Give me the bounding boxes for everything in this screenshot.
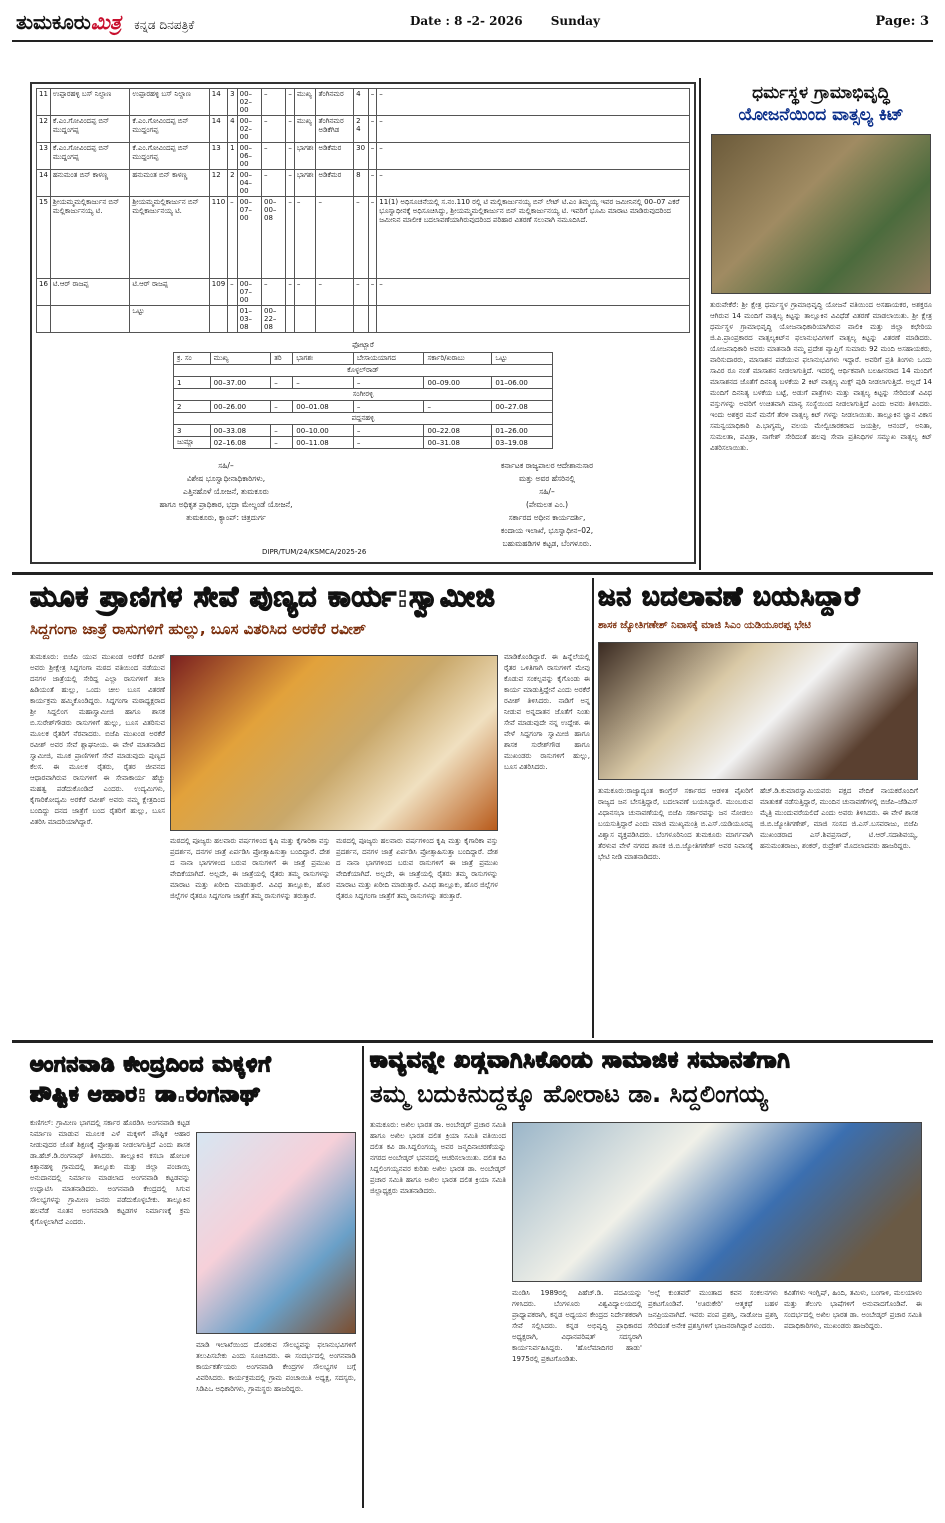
signature-line: ಬಹುಮಹಡಿಗಳ ಕಟ್ಟಡ, ಬೆಂಗಳೂರು.: [502, 539, 592, 548]
anganwadi-col1: ಕುಣಿಗಲ್: ಗ್ರಾಮೀಣ ಭಾಗದಲ್ಲಿ ಸರ್ಕಾರ ಹೊರಡಿಸಿ ಅಂಗನವಾಡಿ ಕಟ್ಟಡ ನಿರ್ಮಾಣ ಮಾಡುವ ಮೂಲಕ ಎಳೆ ಮಕ್ಕಳಿಗೆ ಪೌಷ್ಟಿಕ ಆಹಾರ ನೀಡುವುದರ ಜೊತೆ ಶಿಕ್ಷಣಕ್ಕೆ ಪ್ರೋತ್ಸಾಹ ನೀಡಲಾಗುತ್ತಿದೆ ಎಂದು ಶಾಸಕ ಡಾ.ಹೆಚ್.ಡಿ.ರಂಗನಾಥ್ ತಿಳಿಸಿದರು. ತಾಲ್ಲೂಕಿನ ಕಸಬಾ ಹೋಬಳಿ ಕಿತ್ತಾನಹಳ್ಳಿ ಗ್ರಾಮದಲ್ಲಿ ತಾಲ್ಲೂಕು ಮತ್ತು ಜಿಲ್ಲಾ ಪಂಚಾಯ್ತಿ ಅನುದಾನದಲ್ಲಿ ನಿರ್ಮಾಣ ಮಾಡಲಾದ ಅಂಗನವಾಡಿ ಕಟ್ಟಡವನ್ನು ಉದ್ಘಾಟಿಸಿ ಮಾತನಾಡಿದರು. ಅಂಗನವಾಡಿ ಕೇಂದ್ರದಲ್ಲಿ ಸಿಗುವ ಸೌಲಭ್ಯಗಳನ್ನು ಗ್ರಾಮೀಣ ಜನರು ಪಡೆದುಕೊಳ್ಳಬೇಕು. ತಾಲ್ಲೂಕಿನ ಹಲವೆಡೆ ನೂತನ ಅಂಗನವಾಡಿ ಕಟ್ಟಡಗಳ ನಿರ್ಮಾಣಕ್ಕೆ ಕ್ರಮ ಕೈಗೊಳ್ಳಲಾಗಿದೆ ಎಂದರು.: [30, 1119, 190, 1226]
table-cell: –: [368, 143, 377, 170]
table-cell: ಶ್ರೀಯಮ್ಮಮಲ್ಲಿಕಾರ್ಜುನ ಬಿನ್ ಮಲ್ಲಿಕಾರ್ಜುನಯ್ಯ ಟಿ.: [50, 197, 129, 279]
table-cell: ತರಿ: [271, 353, 293, 365]
page-number: Page: 3: [875, 14, 929, 29]
table-cell: 00–06–00: [237, 143, 261, 170]
table-cell: –: [368, 116, 377, 143]
table-row: [37, 279, 690, 306]
signature-line: ಸರ್ಕಾರದ ಅಧೀನ ಕಾರ್ಯದರ್ಶಿ,: [508, 513, 586, 522]
table-cell: [354, 306, 369, 333]
signature-left: [106, 459, 346, 524]
table-cell: –: [353, 401, 424, 413]
table-cell: ಕೆ.ಎಂ.ಗೋವಿಂದಪ್ಪ ಬಿನ್ ಮುದ್ದಂಗಪ್ಪ: [50, 116, 129, 143]
table-cell: –: [316, 279, 354, 306]
table-cell: [286, 306, 295, 333]
signature-line: ಮತ್ತು ಅವರ ಹೆಸರಿನಲ್ಲಿ: [519, 474, 575, 483]
table-cell: 00–09.00: [424, 377, 492, 389]
signature-line: ಕಂದಾಯ ಇಲಾಖೆ, ಭೂಸ್ವಾಧೀನ–02,: [500, 526, 594, 535]
table-row: [37, 143, 690, 170]
table-cell: –: [286, 170, 295, 197]
table-cell: –: [286, 89, 295, 116]
table-cell: –: [271, 437, 293, 449]
story-left-col2: ಮಠದಲ್ಲಿ ಪೂಜ್ಯರು ಹಲವಾರು ವರ್ಷಗಳಿಂದ ಕೃಷಿ ಮತ್ತು ಕೈಗಾರಿಕಾ ವಸ್ತು ಪ್ರದರ್ಶನ, ದನಗಳ ಜಾತ್ರೆ ಏರ್ಪಡಿಸಿ ಪ್ರೋತ್ಸಾಹಿಸುತ್ತಾ ಬಂದಿದ್ದಾರೆ. ದೇಶ ದ ನಾನಾ ಭಾಗಗಳಿಂದ ಬರುವ ರಾಸುಗಳಿಗೆ ಈ ಜಾತ್ರೆ ಪ್ರಮುಖ ವೇದಿಕೆಯಾಗಿದೆ. ಅಲ್ಲದೇ, ಈ ಜಾತ್ರೆಯಲ್ಲಿ ರೈತರು ತಮ್ಮ ರಾಸುಗಳನ್ನು ಮಾರಾಟ ಮತ್ತು ಖರೀದಿ ಮಾಡುತ್ತಾರೆ. ವಿವಿಧ ತಾಲ್ಲೂಕು, ಹೊರ ಜಿಲ್ಲೆಗಳ ರೈತರೂ ಸಿದ್ದಗಂಗಾ ಜಾತ್ರೆಗೆ ತಮ್ಮ ರಾಸುಗಳನ್ನು ತರುತ್ತಾರೆ.: [170, 837, 330, 900]
table-cell: –: [354, 279, 369, 306]
table-cell: ಶ್ರೀಯಮ್ಮಮಲ್ಲಿಕಾರ್ಜುನ ಬಿನ್ ಮಲ್ಲಿಕಾರ್ಜುನಯ್ಯ ಟಿ.: [130, 197, 209, 279]
table-cell: –: [377, 143, 690, 170]
column-divider: [362, 1046, 364, 1508]
table-cell: ಒಟ್ಟು: [130, 306, 209, 333]
table-cell: ಮುಖ್ಯ: [294, 89, 316, 116]
table-cell: 00–27.08: [492, 401, 553, 413]
logo-accent: ಮಿತ್ರ: [90, 10, 122, 34]
table-cell: –: [316, 197, 354, 279]
table-cell: 14: [37, 170, 51, 197]
table-cell: ಟಿ.ಆರ್ ರಾಜಪ್ಪ: [50, 279, 129, 306]
table-cell: 00–37.00: [210, 377, 271, 389]
table-cell: 2 4: [354, 116, 369, 143]
table-cell: 00–22–08: [262, 306, 286, 333]
story-right-col1: ತುಮಕೂರು:ರಾಜ್ಯಾದ್ಯಂತ ಕಾಂಗ್ರೆಸ್ ಸರ್ಕಾರದ ಆಡಳಿತ ವೈಖರಿಗೆ ರಾಜ್ಯದ ಜನ ಬೇಸತ್ತಿದ್ದಾರೆ, ಬದಲಾವಣೆ ಬಯಸಿದ್ದಾರೆ. ಮುಂಬರುವ ವಿಧಾನಸಭಾ ಚುನಾವಣೆಯಲ್ಲಿ ಬಿಜೆಪಿ ಸರ್ಕಾರವನ್ನು ಜನ ನೋಡಲು ಬಯಸುತ್ತಿದ್ದಾರೆ ಎಂದು ಮಾಜಿ ಮುಖ್ಯಮಂತ್ರಿ ಬಿ.ಎಸ್.ಯಡಿಯೂರಪ್ಪ ವಿಶ್ವಾಸ ವ್ಯಕ್ತಪಡಿಸಿದರು. ಬೆಂಗಳೂರಿನಿಂದ ತುಮಕೂರು ಮಾರ್ಗವಾಗಿ ತೆರಳುವ ವೇಳೆ ನಗರದ ಶಾಸಕ ಜಿ.ಬಿ.ಜ್ಯೋತಿಗಣೇಶ್ ಅವರ ನಿವಾಸಕ್ಕೆ ಭೇಟಿ ನೀಡಿ ಮಾತನಾಡಿದರು.: [598, 787, 753, 861]
table-cell: ಕೆ.ಎಂ.ಗೋವಿಂದಪ್ಪ ಬಿನ್ ಮುದ್ದಂಗಪ್ಪ: [130, 116, 209, 143]
table-cell: 15: [37, 197, 51, 279]
table-cell: –: [271, 401, 293, 413]
story-right-col2: ಹೆಚ್.ಡಿ.ಕುಮಾರಸ್ವಾಮಿಯವರು ಪಕ್ಷದ ವೇದಿಕೆ ನಾಯಕರೊಂದಿಗೆ ಮಾತುಕತೆ ನಡೆಸುತ್ತಿದ್ದಾರೆ, ಮುಂದಿನ ಚುನಾವಣೆಗಳಲ್ಲಿ ಬಿಜೆಪಿ–ಜೆಡಿಎಸ್ ಮೈತ್ರಿ ಮುಂದುವರೆಯಲಿದೆ ಎಂದು ಅವರು ತಿಳಿಸಿದರು. ಈ ವೇಳೆ ಶಾಸಕ ಜಿ.ಬಿ.ಜ್ಯೋತಿಗಣೇಶ್, ಮಾಜಿ ಸಂಸದ ಜಿ.ಎಸ್.ಬಸವರಾಜು, ಬಿಜೆಪಿ ಮುಖಂಡರಾದ ಎಸ್.ಶಿವಪ್ರಸಾದ್, ಟಿ.ಆರ್.ಸದಾಶಿವಯ್ಯ, ಹನುಮಂತರಾಜು, ಶಂಕರ್, ರುದ್ರೇಶ್ ಮೊದಲಾದವರು ಹಾಜರಿದ್ದರು.: [760, 787, 918, 850]
table-cell: 00–22.08: [424, 425, 492, 437]
table-cell: 00–07–00: [237, 279, 261, 306]
table-cell: 00–04–00: [237, 170, 261, 197]
table-total-row: [37, 306, 690, 333]
summary-header-row: [174, 353, 553, 365]
table-cell: –: [353, 377, 424, 389]
section-divider: [12, 572, 933, 575]
table-cell: –: [286, 143, 295, 170]
table-cell: –: [262, 116, 286, 143]
signature-line: ವಿಶೇಷ ಭೂಸ್ವಾಧೀನಾಧಿಕಾರಿಗಳು,: [186, 474, 266, 483]
table-cell: 2: [228, 170, 237, 197]
table-cell: [368, 306, 377, 333]
table-cell: ಅಡಿಕೆಮರ: [316, 143, 354, 170]
signature-right: [422, 459, 672, 550]
table-cell: ಉಪ್ಪಾರಹಳ್ಳಿ ಬಸ್ ನಿಲ್ದಾಣ: [130, 89, 209, 116]
table-row: [37, 89, 690, 116]
table-cell: –: [262, 279, 286, 306]
table-row: [37, 170, 690, 197]
side-headline: [706, 82, 936, 126]
table-cell: 00–11.08: [293, 437, 354, 449]
column-divider: [592, 578, 594, 1038]
story-right-headline: ಜನ ಬದಲಾವಣೆ ಬಯಸಿದ್ದಾರೆ: [598, 582, 861, 612]
table-cell: ಸರ್ಕಾರಿ/ಖರಾಬು: [424, 353, 492, 365]
summary-section-title: ಪದ್ದನಹಳ್ಳಿ: [174, 413, 553, 425]
signature-line: (ಪೇಮಲತ ಎಂ.): [526, 500, 568, 509]
issue-date: [410, 14, 600, 28]
siddalingaiah-col3: 'ಅಲ್ಲೆ ಕುಂತವರೆ' ಮುಂತಾದ ಕವನ ಸಂಕಲನಗಳು ಪ್ರಕಟಗೊಂಡಿವೆ. 'ಊರುಕೇರಿ' ಆತ್ಮಕಥೆ ಬಹಳ ಜನಪ್ರಿಯವಾಗಿದೆ. ಇವರು ಪಂಪ ಪ್ರಶಸ್ತಿ, ನಾಡೋಜ ಪ್ರಶಸ್ತಿ ಸೇರಿದಂತೆ ಅನೇಕ ಪ್ರಶಸ್ತಿಗಳಿಗೆ ಭಾಜನರಾಗಿದ್ದಾರೆ ಎಂದರು.: [648, 1289, 778, 1330]
siddalingaiah-photo: [512, 1122, 922, 1282]
dipr-code: DIPR/TUM/24/KSMCA/2025-26: [262, 548, 367, 556]
anganwadi-photo: [196, 1132, 356, 1334]
story-left-col1: ತುಮಕೂರು: ಬಿಜೆಪಿ ಯುವ ಮುಖಂಡ ಅರಕೆರೆ ರವೀಶ್ ಅವರು ಶ್ರೀಕ್ಷೇತ್ರ ಸಿದ್ದಗಂಗಾ ಮಠದ ವತಿಯಿಂದ ನಡೆಯುವ ದನಗಳ ಜಾತ್ರೆಯಲ್ಲಿ ಸೇರಿದ್ದ ಎಲ್ಲಾ ರಾಸುಗಳಿಗೆ ತಲಾ ಹಿಡಿಯಂತೆ ಹುಲ್ಲು, ಒಂದು ಚೀಲ ಬೂಸ ವಿತರಣೆ ಕಾರ್ಯಕ್ರಮ ಹಮ್ಮಿಕೊಂಡಿದ್ದರು. ಸಿದ್ದಗಂಗಾ ಮಠಾಧ್ಯಕ್ಷರಾದ ಶ್ರೀ ಸಿದ್ದಲಿಂಗ ಮಹಾಸ್ವಾಮೀಜಿ ಹಾಗೂ ಶಾಸಕ ಬಿ.ಸುರೇಶ್‌ಗೌಡರು ರಾಸುಗಳಿಗೆ ಹುಲ್ಲು, ಬೂಸ ವಿತರಿಸುವ ಮೂಲಕ ರೈತರಿಗೆ ನೆರವಾದರು. ಬಿಜೆಪಿ ಮುಖಂಡ ಅರಕೆರೆ ರವೀಶ್ ಅವರ ಸೇವೆ ಶ್ಲಾಘನೀಯ. ಈ ವೇಳೆ ಮಾತನಾಡಿದ ಸ್ವಾಮೀಜಿ, ಮೂಕ ಪ್ರಾಣಿಗಳಿಗೆ ಸೇವೆ ಮಾಡುವುದು ಪುಣ್ಯದ ಕೆಲಸ. ಈ ಮೂಲಕ ರೈತರು, ರೈತರ ಜೀವನದ ಆಧಾರವಾಗಿರುವ ರಾಸುಗಳಿಗೆ ಈ ಸೇವಾಕಾರ್ಯ ಹೆಚ್ಚು ಮಹತ್ವ ಪಡೆದುಕೊಂಡಿದೆ ಎಂದರು. ಉದ್ಯಮಿಗಳು, ಕೈಗಾರಿಕೋದ್ಯಮಿ ಅರಕೆರೆ ರವೀಶ್ ಅವರು ನಮ್ಮ ಕ್ಷೇತ್ರದಿಂದ ಬಂದಿದ್ದು ದನದ ಜಾತ್ರೆಗೆ ಬಂದ ರೈತರಿಗೆ ಹುಲ್ಲು, ಬೂಸ ವಿತರಿಸಿ ಮಾದರಿಯಾಗಿದ್ದಾರೆ.: [30, 653, 165, 826]
table-cell: –: [262, 89, 286, 116]
table-cell: –: [294, 279, 316, 306]
table-cell: –: [286, 279, 295, 306]
table-cell: ಉಪ್ಪಾರಹಳ್ಳಿ ಬಸ್ ನಿಲ್ದಾಣ: [50, 89, 129, 116]
table-cell: –: [377, 89, 690, 116]
table-cell: 4: [228, 116, 237, 143]
summary-row: [174, 425, 553, 437]
table-cell: –: [377, 279, 690, 306]
table-cell: –: [293, 377, 354, 389]
story-left-col2b: ಮಠದಲ್ಲಿ ಪೂಜ್ಯರು ಹಲವಾರು ವರ್ಷಗಳಿಂದ ಕೃಷಿ ಮತ್ತು ಕೈಗಾರಿಕಾ ವಸ್ತು ಪ್ರದರ್ಶನ, ದನಗಳ ಜಾತ್ರೆ ಏರ್ಪಡಿಸಿ ಪ್ರೋತ್ಸಾಹಿಸುತ್ತಾ ಬಂದಿದ್ದಾರೆ. ದೇಶ ದ ನಾನಾ ಭಾಗಗಳಿಂದ ಬರುವ ರಾಸುಗಳಿಗೆ ಈ ಜಾತ್ರೆ ಪ್ರಮುಖ ವೇದಿಕೆಯಾಗಿದೆ. ಅಲ್ಲದೇ, ಈ ಜಾತ್ರೆಯಲ್ಲಿ ರೈತರು ತಮ್ಮ ರಾಸುಗಳನ್ನು ಮಾರಾಟ ಮತ್ತು ಖರೀದಿ ಮಾಡುತ್ತಾರೆ. ವಿವಿಧ ತಾಲ್ಲೂಕು, ಹೊರ ಜಿಲ್ಲೆಗಳ ರೈತರೂ ಸಿದ್ದಗಂಗಾ ಜಾತ್ರೆಗೆ ತಮ್ಮ ರಾಸುಗಳನ್ನು ತರುತ್ತಾರೆ.: [336, 837, 498, 900]
table-cell: ಭಾಗಶಃ: [294, 143, 316, 170]
table-cell: 11(1) ಅಧಿಸೂಚನೆಯಲ್ಲಿ ಸ.ನಂ.110 ರಲ್ಲಿ ಟಿ ಮಲ್ಲಿಕಾರ್ಜುನಯ್ಯ ಬಿನ್ ಲೇಟ್ ಟಿ.ಎಂ ತಿಮ್ಮಯ್ಯ ಇವರ ಜಮೀನಿನಲ್ಲಿ 00–07 ಎಕರೆ ಭೂಸ್ವಾಧೀನಕ್ಕೆ ಅಧಿಸೂಚಿಸಿದ್ದು, ಶ್ರೀಯಮ್ಮಮಲ್ಲಿಕಾರ್ಜುನ ಬಿನ್ ಮಲ್ಲಿಕಾರ್ಜುನಯ್ಯ ಟಿ. ಇವರಿಗೆ ಭೂಮಿ ಮಾರಾಟ ಮಾಡಿರುವುದರಿಂದ ಜಮೀನಿನ ಮಾಲೀಕ ಬದಲಾವಣೆಯಾಗಿರುವುದರಿಂದ ಪರಿಹಾರ ವಿತರಣೆ ಸಲುವಾಗಿ ನಮೂದಿಸಿದೆ.: [377, 197, 690, 279]
table-cell: 00–33.08: [210, 425, 271, 437]
table-cell: ತೆಂಗಿನಮರ ಅಡಿಕೆಗಿಡ: [316, 116, 354, 143]
table-cell: –: [377, 116, 690, 143]
table-cell: 00–07–00: [237, 197, 261, 279]
table-cell: –: [294, 197, 316, 279]
summary-section-row: [174, 365, 553, 377]
table-cell: 03–19.08: [492, 437, 553, 449]
table-cell: 00–31.08: [424, 437, 492, 449]
side-body: ತುರುವೇಕೆರೆ: ಶ್ರೀ ಕ್ಷೇತ್ರ ಧರ್ಮಸ್ಥಳ ಗ್ರಾಮಾಭಿವೃದ್ಧಿ ಯೋಜನೆ ವತಿಯಿಂದ ಅಸಹಾಯಕರ, ಅಶಕ್ತರೂ ಆಗಿರುವ 14 ಮಂದಿಗೆ ವಾತ್ಸಲ್ಯ ಕಿಟ್ಟನ್ನು ತಾಲ್ಲೂಕಿನ ವಿವಿಧೆಡೆ ವಿತರಣೆ ಮಾಡಲಾಯಿತು. ಶ್ರೀ ಕ್ಷೇತ್ರ ಧರ್ಮಸ್ಥಳ ಗ್ರಾಮಾಭಿವೃದ್ಧಿ ಯೋಜನಾಧಿಕಾರಿಯಾಗಿರುವ ವಾಲಿಕಿ ಮತ್ತು ಜಿಲ್ಲಾ ಕಛೇರಿಯ ಜಿ.ಪಿ.ಪ್ರಾಂಪ್ರಕಾರದ ವಾತ್ಸಲ್ಯಕಿಟ್‌ನ ಫಲಾನುಭವಿಗಳಿಗೆ ವಾತ್ಸಲ್ಯ ಕಿಟ್ಟನ್ನು ವಿತರಣೆ ಮಾಡಿದರು. ಯೋಜನಾಧಿಕಾರಿ ಅವರು ಮಾತನಾಡಿ ನಮ್ಮ ಪ್ರದೇಶ ವ್ಯಾಪ್ತಿಗೆ ಸುಮಾರು 92 ಮಂದಿ ಅಸಹಾಯಕರು, ವಾರಿಸುದಾರರು, ಮಾಸಾಶನ ಪಡೆಯುವ ಫಲಾನುಭವಿಗಳು ಇದ್ದಾರೆ. ಅವರಿಗೆ ಪ್ರತಿ ತಿಂಗಳು ಒಂದು ಸಾವಿರ ರೂ ನಂತೆ ಮಾಸಾಶನ ನೀಡಲಾಗುತ್ತಿದೆ. ಇದರಲ್ಲಿ ಆರ್ಥಿಕವಾಗಿ ಬಲಹೀನರಾದ 14 ಮಂದಿಗೆ ಮಾಸಾಶನದ ಜೊತೆಗೆ ದಿನನಿತ್ಯ ಬಳಕೆಯ 2 ಕಿಟ್ ವಾತ್ಸಲ್ಯ ಮಿಕ್ಸ್ ಪುಡಿ ನೀಡಲಾಗುತ್ತಿದೆ. ಅಲ್ಲದೆ 14 ಮಂದಿಗೆ ದಿನನಿತ್ಯ ಬಳಕೆಯ ಬಟ್ಟೆ, ಅಡುಗೆ ಪಾತ್ರೆಗಳು ಮತ್ತು ವಾತ್ಸಲ್ಯ ಕಿಟ್ಟನ್ನು ಸೇರಿದಂತೆ ವಿವಿಧ ವಸ್ತುಗಳನ್ನು ಅವರಿಗೆ ಉಚಿತವಾಗಿ ಮಾನ್ಯ ಸಂಸ್ಥೆಯಿಂದ ನೀಡಲಾಗುತ್ತಿದೆ ಎಂದು ಅವರು ತಿಳಿಸಿದರು. ಇಂದು ಅಶಕ್ತರ ಮನೆ ಮನೆಗೆ ತೆರಳಿ ವಾತ್ಸಲ್ಯ ಕಿಟ್ ಗಳನ್ನು ನೀಡಲಾಯಿತು. ತಾಲ್ಲೂಕಿನ ಜ್ಞಾನ ವಿಕಾಸ ಸಮನ್ವಯಾಧಿಕಾರಿ ಪಿ.ಭಾಗ್ಯಮ್ಮ, ವಲಯ ಮೇಲ್ವಿಚಾರಕರಾದ ಜಯಶ್ರೀ, ಆನಂದ್, ಅನಿತಾ, ಸುಮಲತಾ, ಪವಿತ್ರಾ, ನಾಗೇಶ್ ಸೇರಿದಂತೆ ಹಲವು ಸೇವಾ ಪ್ರತಿನಿಧಿಗಳ ಸಮ್ಮುಖ ವಾತ್ಸಲ್ಯ ಕಿಟ್ ವಿತರಿಸಲಾಯಿತು.: [710, 301, 932, 452]
table-row: [37, 116, 690, 143]
table-cell: ಕೆ.ಎಂ.ಗೋವಿಂದಪ್ಪ ಬಿನ್ ಮುದ್ದಂಗಪ್ಪ: [130, 143, 209, 170]
siddalingaiah-col1: ತುಮಕೂರು: ಅಖಿಲ ಭಾರತ ಡಾ. ಅಂಬೇಡ್ಕರ್ ಪ್ರಚಾರ ಸಮಿತಿ ಹಾಗೂ ಅಖಿಲ ಭಾರತ ದಲಿತ ಕ್ರಿಯಾ ಸಮಿತಿ ವತಿಯಿಂದ ದಲಿತ ಕವಿ ಡಾ.ಸಿದ್ದಲಿಂಗಯ್ಯ ಅವರ ಜನ್ಮದಿನಾಚರಣೆಯನ್ನು ನಗರದ ಅಂಬೇಡ್ಕರ್ ಭವನದಲ್ಲಿ ಆಚರಿಸಲಾಯಿತು. ದಲಿತ ಕವಿ ಸಿದ್ದಲಿಂಗಯ್ಯನವರ ಕುರಿತು ಅಖಿಲ ಭಾರತ ಡಾ. ಅಂಬೇಡ್ಕರ್ ಪ್ರಚಾರ ಸಮಿತಿ ಹಾಗೂ ಅಖಿಲ ಭಾರತ ದಲಿತ ಕ್ರಿಯಾ ಸಮಿತಿ ಜಿಲ್ಲಾಧ್ಯಕ್ಷರು ಮಾತನಾಡಿದರು.: [370, 1121, 506, 1195]
summary-section-row: [174, 389, 553, 401]
table-cell: –: [262, 170, 286, 197]
summary-row: [174, 377, 553, 389]
table-cell: ಹನುಮಂತ ಬಿನ್ ಕಾಳಣ್ಣ: [130, 170, 209, 197]
table-cell: ಹನುಮಂತ ಬಿನ್ ಕಾಳಣ್ಣ: [50, 170, 129, 197]
table-cell: ಮುಖ್ಯ: [294, 116, 316, 143]
table-cell: 01–26.00: [492, 425, 553, 437]
table-cell: [377, 306, 690, 333]
side-story: [706, 82, 936, 565]
story-right-photo: [598, 642, 918, 780]
table-cell: 01–03–08: [237, 306, 261, 333]
table-cell: –: [424, 401, 492, 413]
table-cell: –: [368, 170, 377, 197]
table-cell: 1: [228, 143, 237, 170]
table-cell: ಅಡಿಕೆಮರ: [316, 170, 354, 197]
table-cell: ತೆಂಗಿನಮರ: [316, 89, 354, 116]
table-cell: [228, 306, 237, 333]
notice-table: [36, 88, 690, 333]
table-cell: 30: [354, 143, 369, 170]
table-cell: –: [286, 116, 295, 143]
signature-line: ಸಹಿ/–: [539, 487, 555, 496]
logo-tagline: ಕನ್ನಡ ದಿನಪತ್ರಿಕೆ: [134, 18, 195, 32]
table-cell: 14: [209, 89, 227, 116]
table-cell: –: [271, 425, 293, 437]
signature-line: ಎತ್ತಿನಹೊಳೆ ಯೋಜನೆ, ತುಮಕೂರು: [183, 487, 269, 496]
table-cell: [294, 306, 316, 333]
table-cell: –: [353, 425, 424, 437]
story-left-photo: [170, 655, 498, 831]
siddalingaiah-headline-2: ತಮ್ಮ ಬದುಕಿನುದ್ದಕ್ಕೂ ಹೋರಾಟ ಡಾ. ಸಿದ್ದಲಿಂಗಯ್ಯ: [370, 1080, 768, 1108]
table-cell: ಕ್ರ. ಸಂ: [174, 353, 211, 365]
newspaper-logo: [16, 10, 194, 34]
table-cell: 00–01.08: [293, 401, 354, 413]
table-cell: ಜುಮ್ಲಾ: [174, 437, 211, 449]
anganwadi-headline-2: ಪೌಷ್ಟಿಕ ಆಹಾರ: ಡಾ.ರಂಗನಾಥ್: [30, 1082, 262, 1106]
masthead: [12, 8, 933, 42]
table-cell: [50, 306, 129, 333]
siddalingaiah-col4: ಕವಿತೆಗಳು ಇಂಗ್ಲಿಷ್, ಹಿಂದಿ, ತಮಿಳು, ಬಂಗಾಳಿ, ಮಲಯಾಳಂ ಮತ್ತು ತೆಲುಗು ಭಾಷೆಗಳಿಗೆ ಅನುವಾದಗೊಂಡಿವೆ. ಈ ಸಂದರ್ಭದಲ್ಲಿ ಅಖಿಲ ಭಾರತ ಡಾ. ಅಂಬೇಡ್ಕರ್ ಪ್ರಚಾರ ಸಮಿತಿ ಪದಾಧಿಕಾರಿಗಳು, ಮುಖಂಡರು ಹಾಜರಿದ್ದರು.: [784, 1289, 922, 1330]
table-cell: 4: [354, 89, 369, 116]
story-left-headline: ಮೂಕ ಪ್ರಾಣಿಗಳ ಸೇವೆ ಪುಣ್ಯದ ಕಾರ್ಯ:ಸ್ವಾಮೀಜಿ: [30, 580, 496, 613]
signature-line: ಕರ್ನಾಟಕ ರಾಜ್ಯಪಾಲರ ಆದೇಶಾನುಸಾರ: [500, 461, 594, 470]
table-cell: 00–26.00: [210, 401, 271, 413]
section-divider: [12, 1040, 933, 1043]
table-cell: ಭಾಗಶಃ: [294, 170, 316, 197]
table-cell: ಭಾಗಶಃ: [293, 353, 354, 365]
signature-line: ಸಹಿ/–: [218, 461, 234, 470]
signature-block: [36, 459, 690, 551]
table-cell: 00–10.00: [293, 425, 354, 437]
side-photo: [711, 134, 931, 294]
table-cell: ಟಿ.ಆರ್ ರಾಜಪ್ಪ: [130, 279, 209, 306]
table-cell: 12: [209, 170, 227, 197]
table-cell: 13: [37, 143, 51, 170]
table-cell: –: [368, 89, 377, 116]
table-cell: 13: [209, 143, 227, 170]
table-cell: 3: [174, 425, 211, 437]
summary-section-title: ಕೊಳ್ಳಲ್‌ರಾಡ್: [174, 365, 553, 377]
table-cell: –: [368, 197, 377, 279]
table-cell: 2: [174, 401, 211, 413]
summary-row: [174, 437, 553, 449]
anganwadi-col2: ಮಾಡಿ ಇಲಾಖೆಯಿಂದ ದೊರಕುವ ಸೌಲಭ್ಯವನ್ನು ಫಲಾನುಭವಿಗಳಿಗೆ ತಲುಪಿಸಬೇಕು ಎಂದು ಸೂಚಿಸಿದರು. ಈ ಸಂದರ್ಭದಲ್ಲಿ ಅಂಗನವಾಡಿ ಕಾರ್ಯಕರ್ತೆಯರು ಅಂಗನವಾಡಿ ಕೇಂದ್ರಗಳ ಸೌಲಭ್ಯಗಳ ಬಗ್ಗೆ ವಿವರಿಸಿದರು. ಕಾರ್ಯಕ್ರಮದಲ್ಲಿ ಗ್ರಾಮ ಪಂಚಾಯಿತಿ ಅಧ್ಯಕ್ಷ, ಸದಸ್ಯರು, ಸಿಡಿಪಿಒ ಅಧಿಕಾರಿಗಳು, ಗ್ರಾಮಸ್ಥರು ಹಾಜರಿದ್ದರು.: [196, 1341, 356, 1393]
side-headline-line1: ಧರ್ಮಸ್ಥಳ ಗ್ರಾಮಾಭಿವೃದ್ಧಿ: [752, 83, 890, 103]
summary-section-title: ಸಂಗೀರಳ್ಳಿ: [174, 389, 553, 401]
table-cell: 16: [37, 279, 51, 306]
table-cell: ಮುಖ್ಯ: [210, 353, 271, 365]
table-cell: [209, 306, 227, 333]
table-cell: –: [353, 437, 424, 449]
siddalingaiah-col2: ಮಂಡಿಸಿ 1989ರಲ್ಲಿ ಪಿಹೆಚ್.ಡಿ. ಪದವಿಯನ್ನು ಗಳಿಸಿದರು. ಬೆಂಗಳೂರು ವಿಶ್ವವಿದ್ಯಾಲಯದಲ್ಲಿ ಪ್ರಾಧ್ಯಾಪಕರಾಗಿ, ಕನ್ನಡ ಅಧ್ಯಯನ ಕೇಂದ್ರದ ನಿರ್ದೇಶಕರಾಗಿ ಸೇವೆ ಸಲ್ಲಿಸಿದರು. ಕನ್ನಡ ಅಭಿವೃದ್ಧಿ ಪ್ರಾಧಿಕಾರದ ಅಧ್ಯಕ್ಷರಾಗಿ, ವಿಧಾನಪರಿಷತ್ ಸದಸ್ಯರಾಗಿ ಕಾರ್ಯನಿರ್ವಹಿಸಿದ್ದರು. 'ಹೊಲೆಮಾದಿಗರ ಹಾಡು' 1975ರಲ್ಲಿ ಪ್ರಕಟಗೊಂಡಿತು.: [512, 1289, 642, 1363]
table-cell: 00–00–08: [262, 197, 286, 279]
summary-section-row: [174, 413, 553, 425]
table-cell: 01–06.00: [492, 377, 553, 389]
side-headline-line2: ಯೋಜನೆಯಿಂದ ವಾತ್ಸಲ್ಯ ಕಿಟ್: [738, 105, 904, 125]
table-cell: 02–16.08: [210, 437, 271, 449]
table-cell: ಕೆ.ಎಂ.ಗೋವಿಂದಪ್ಪ ಬಿನ್ ಮುದ್ದಂಗಪ್ಪ: [50, 143, 129, 170]
table-cell: ಒಟ್ಟು: [492, 353, 553, 365]
table-cell: 12: [37, 116, 51, 143]
signature-line: ಹಾಗೂ ಅಧಿಕೃತ ಪ್ರಾಧಿಕಾರ, ಭದ್ರಾ ಮೇಲ್ದಂಡೆ ಯೋಜನೆ,: [159, 500, 293, 509]
day-text: Sunday: [550, 14, 601, 28]
logo-main: ತುಮಕೂರು: [16, 10, 91, 34]
table-cell: 110: [209, 197, 227, 279]
story-left-deck: ಸಿದ್ದಗಂಗಾ ಜಾತ್ರೆ ರಾಸುಗಳಿಗೆ ಹುಲ್ಲು, ಬೂಸ ವಿತರಿಸಿದ ಅರಕೆರೆ ರವೀಶ್: [30, 620, 367, 638]
column-divider: [699, 78, 701, 570]
story-right-deck: ಶಾಸಕ ಜ್ಯೋತಿಗಣೇಶ್ ನಿವಾಸಕ್ಕೆ ಮಾಜಿ ಸಿಎಂ ಯಡಿಯೂರಪ್ಪ ಭೇಟಿ: [598, 620, 811, 631]
signature-line: ತುಮಕೂರು, ಕ್ಯಾಂಪ್: ಚಿತ್ರದುರ್ಗ: [186, 513, 266, 522]
table-cell: [37, 306, 51, 333]
summary-title: ಫೋಟ್ಬಾರೆ: [352, 341, 374, 349]
table-cell: –: [228, 197, 237, 279]
table-cell: 14: [209, 116, 227, 143]
table-row: [37, 197, 690, 279]
table-cell: –: [286, 197, 295, 279]
summary-row: [174, 401, 553, 413]
land-acquisition-notice: [30, 82, 696, 564]
summary-table: [173, 352, 553, 449]
table-cell: 11: [37, 89, 51, 116]
table-cell: –: [377, 170, 690, 197]
table-cell: 3: [228, 89, 237, 116]
table-cell: 109: [209, 279, 227, 306]
table-cell: ಬೇಸಾಯಯಾಗದ: [353, 353, 424, 365]
table-cell: –: [368, 279, 377, 306]
table-cell: –: [228, 279, 237, 306]
story-left-col3: ಮಾಡಿಕೊಂಡಿದ್ದಾರೆ. ಈ ಹಿನ್ನೆಲೆಯಲ್ಲಿ ರೈತರ ಒಳಿತಿಗಾಗಿ ರಾಸುಗಳಿಗೆ ಮೇವು ಕೊಡುವ ಸಂಕಲ್ಪವನ್ನು ಕೈಗೊಂಡು ಈ ಕಾರ್ಯ ಮಾಡುತ್ತಿದ್ದೇನೆ ಎಂದು ಅರಕೆರೆ ರವೀಶ್ ತಿಳಿಸಿದರು. ನಾಡಿಗೆ ಅನ್ನ ನೀಡುವ ಅನ್ನದಾತನ ಜೊತೆಗೆ ನಿಂತು ಸೇವೆ ಮಾಡುವುದೇ ನನ್ನ ಉದ್ದೇಶ. ಈ ವೇಳೆ ಸಿದ್ದಗಂಗಾ ಸ್ವಾಮೀಜಿ ಹಾಗೂ ಶಾಸಕ ಸುರೇಶ್‌ಗೌಡ ಹಾಗೂ ಮುಖಂಡರು ರಾಸುಗಳಿಗೆ ಹುಲ್ಲು, ಬೂಸ ವಿತರಿಸಿದರು.: [504, 653, 590, 771]
table-cell: 1: [174, 377, 211, 389]
table-cell: –: [354, 197, 369, 279]
siddalingaiah-headline-1: ಕಾವ್ಯವನ್ನೇ ಖಡ್ಗವಾಗಿಸಿಕೊಂಡು ಸಾಮಾಜಿಕ ಸಮಾನತೆಗಾಗಿ: [370, 1048, 791, 1073]
date-text: Date : 8 -2- 2026: [410, 14, 523, 28]
table-cell: –: [262, 143, 286, 170]
anganwadi-headline-1: ಅಂಗನವಾಡಿ ಕೇಂದ್ರದಿಂದ ಮಕ್ಕಳಿಗೆ: [30, 1052, 272, 1076]
table-cell: 00–02–00: [237, 116, 261, 143]
table-cell: [316, 306, 354, 333]
table-cell: 00–02–00: [237, 89, 261, 116]
table-cell: –: [271, 377, 293, 389]
table-cell: 8: [354, 170, 369, 197]
